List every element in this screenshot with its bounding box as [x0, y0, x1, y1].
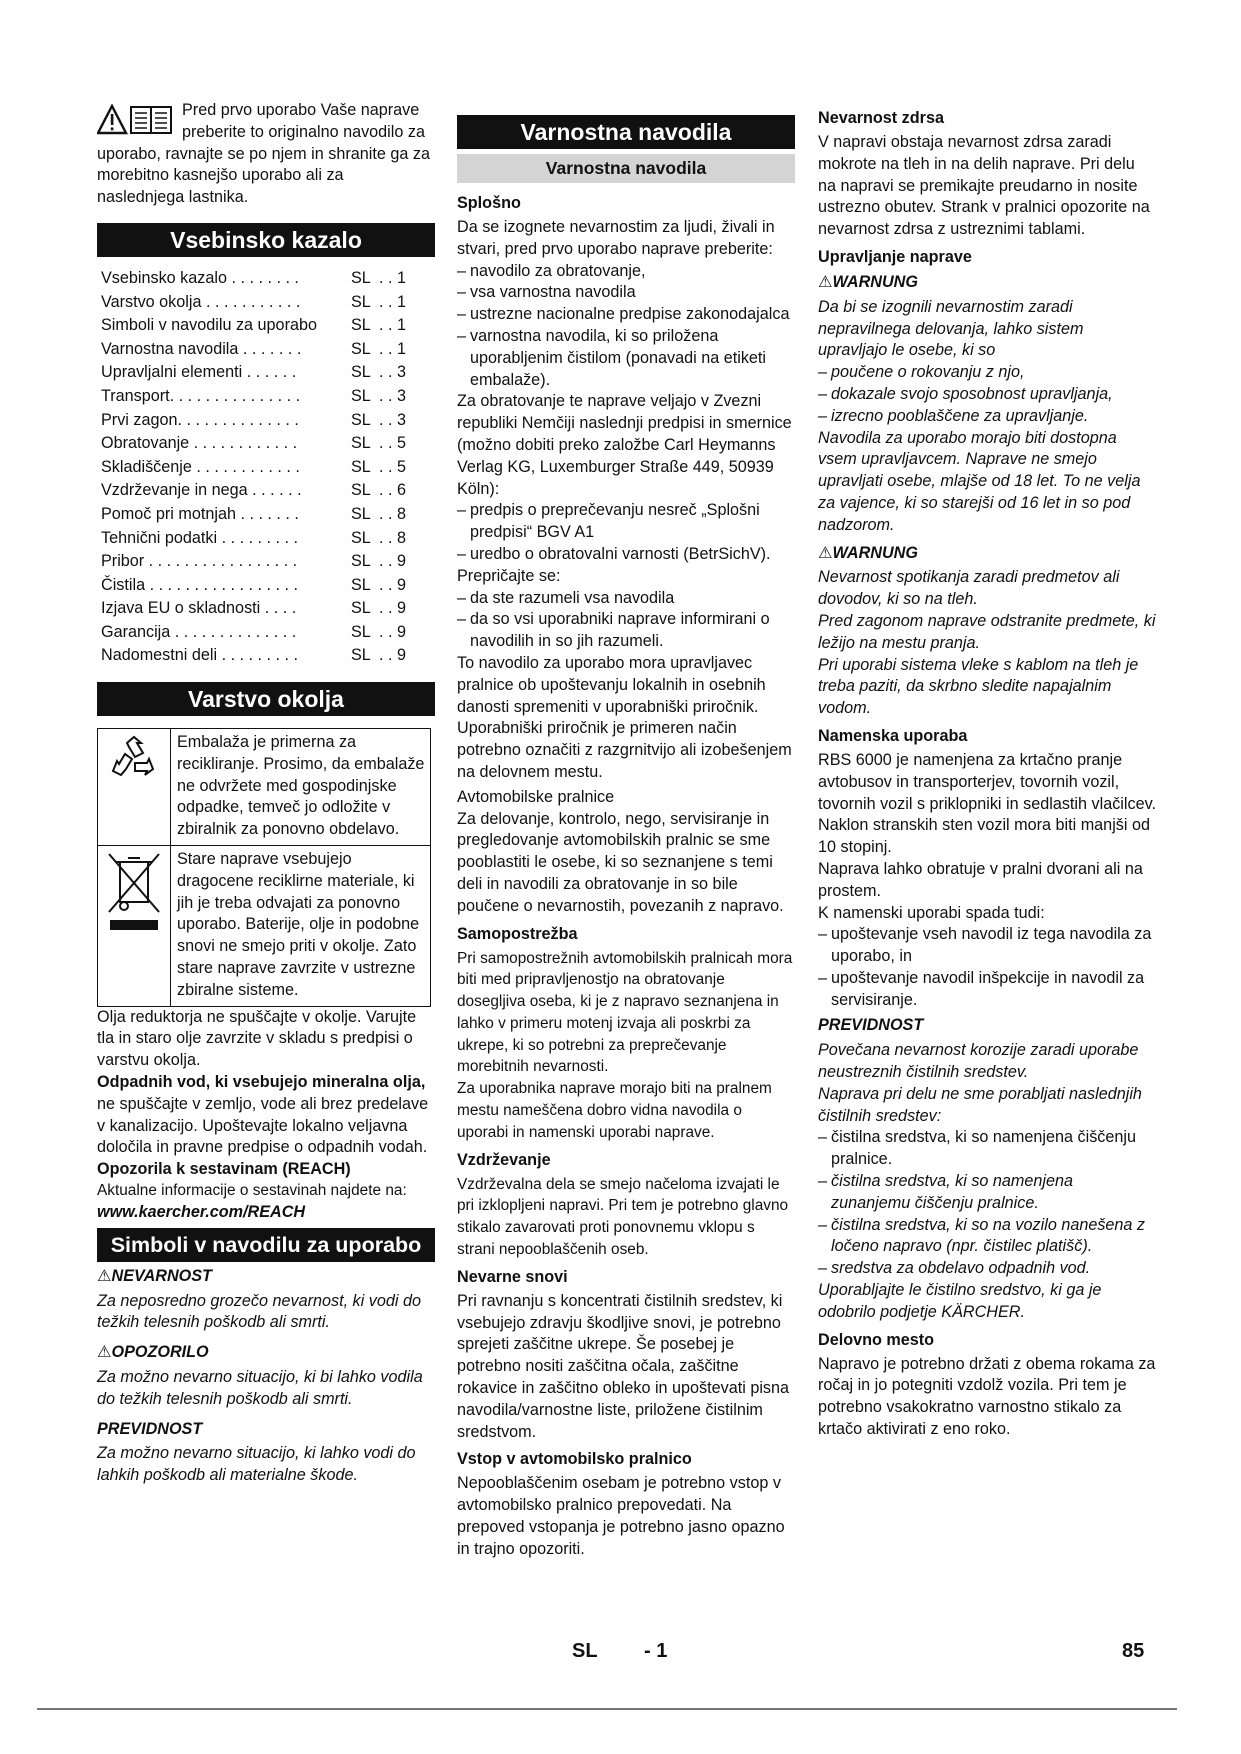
toc-entry-page: . . 3 [379, 410, 406, 429]
toc-row[interactable] [101, 597, 435, 621]
toc-entry-name: Varnostna navodila . . . . . . . [101, 339, 302, 358]
toc-row[interactable] [101, 527, 435, 551]
toc-row[interactable] [101, 338, 435, 362]
column-2 [457, 115, 795, 1561]
warning-triangle-icon: ⚠ [818, 272, 833, 291]
toc-entry-page: . . 1 [379, 292, 406, 311]
safety-title: Varnostna navodila [457, 115, 795, 149]
list-item: – ustrezne nacionalne predpise zakonodajalca [457, 304, 795, 326]
list-item: – čistilna sredstva, ki so namenjena zunanjemu čiščenju pralnice. [818, 1171, 1156, 1215]
general-title: Splošno [457, 194, 521, 212]
toc-entry-name: Garancija . . . . . . . . . . . . . . [101, 622, 297, 641]
toc-entry-page: . . 3 [379, 386, 406, 405]
toc-entry-page: . . 8 [379, 528, 406, 547]
toc-entry-lang: SL [351, 339, 371, 358]
workplace-title: Delovno mesto [818, 1330, 935, 1349]
toc-entry-name: Vzdrževanje in nega . . . . . . [101, 481, 302, 500]
danger-label: ⚠NEVARNOST [97, 1266, 212, 1285]
toc-row[interactable] [101, 409, 435, 433]
crossed-out-bin-icon [106, 852, 162, 952]
toc-entry-lang: SL [351, 363, 371, 382]
maintenance-text: Vzdrževalna dela se smejo načeloma izvajati le pri izklopljeni napravi. Pri tem je potrebno glavno stikalo zavarovati proti ponovnemu vklopu s strani nepooblaščenih oseb. [457, 1175, 789, 1259]
previdnost-list [818, 1127, 1156, 1280]
warning-manual-icon [97, 104, 176, 136]
toc-entry-lang: SL [351, 481, 371, 500]
toc-row[interactable] [101, 503, 435, 527]
footer-language: SL [572, 1640, 598, 1662]
env-recycle-text: Embalaža je primerna za recikliranje. Prosimo, da embalaže ne odvržete med gospodinjske odpadke, temveč jo odložite v zbiralnik za ponovno obdelavo. [177, 733, 425, 839]
toc-entry-page: . . 1 [379, 339, 406, 358]
toc-entry-page: . . 9 [379, 622, 406, 641]
env-row-recycle [98, 729, 430, 846]
list-item: – navodilo za obratovanje, [457, 261, 795, 283]
previdnost-text-3: Uporabljajte le čistilno sredstvo, ki ga je odobrilo podjetje KÄRCHER. [818, 1281, 1102, 1321]
toc-entry-page: . . 1 [379, 316, 406, 335]
toc-row[interactable] [101, 314, 435, 338]
toc-row[interactable] [101, 550, 435, 574]
self-service-text-2: Za uporabnika naprave morajo biti na pralnem mestu nameščena dobro vidna navodila o uporabi in namenski uporabi naprave. [457, 1080, 772, 1141]
toc-entry-lang: SL [351, 457, 371, 476]
waste-water-bold: Odpadnih vod, ki vsebujejo mineralna olja, [97, 1073, 426, 1092]
toc-row[interactable] [101, 456, 435, 480]
oil-text: Olja reduktorja ne spuščajte v okolje. Varujte tla in staro olje zavrzite v skladu s predpisi o varstvu okolja. [97, 1007, 417, 1070]
toc-entry-lang: SL [351, 622, 371, 641]
toc-entry-page: . . 9 [379, 599, 406, 618]
toc-entry-page: . . 8 [379, 504, 406, 523]
toc-entry-page: . . 5 [379, 434, 406, 453]
ensure-text: Prepričajte se: [457, 566, 561, 585]
warnung-2-label: ⚠WARNUNG [818, 543, 918, 562]
list-item: – čistilna sredstva, ki so namenjena čiščenju pralnice. [818, 1127, 1156, 1171]
germany-list [457, 500, 795, 565]
intended-use-title: Namenska uporaba [818, 726, 968, 745]
caution-label: PREVIDNOST [97, 1419, 203, 1438]
toc-entry-lang: SL [351, 292, 371, 311]
toc-entry-name: Prvi zagon. . . . . . . . . . . . . . [101, 410, 299, 429]
list-item: – da so vsi uporabniki naprave informirani o navodilih in so jih razumeli. [457, 609, 795, 653]
list-item: – predpis o preprečevanju nesreč „Splošni predpisi“ BGV A1 [457, 500, 795, 544]
toc-entry-lang: SL [351, 504, 371, 523]
warning-triangle-icon: ⚠ [818, 543, 833, 562]
footer-section-page: - 1 [644, 1640, 668, 1662]
toc-entry-lang: SL [351, 552, 371, 571]
toc-row[interactable] [101, 267, 435, 291]
toc-entry-page: . . 5 [379, 457, 406, 476]
safety-subtitle: Varnostna navodila [457, 154, 795, 183]
hazardous-text: Pri ravnanju s koncentrati čistilnih sredstev, ki vsebujejo zdravju škodljive snovi, je potrebno sprejeti zaščitne ukrepe. Še posebej je potrebno nositi zaščitna očala, zaščitne rokavice in zaščitno obleko in upoštevati pisna navodila/varnostne liste, priložene čistilnim sredstvom. [457, 1291, 790, 1441]
toc-row[interactable] [101, 361, 435, 385]
danger-text: Za neposredno grozečo nevarnost, ki vodi do težkih telesnih poškodb ali smrti. [97, 1291, 421, 1332]
entry-title: Vstop v avtomobilsko pralnico [457, 1450, 692, 1469]
list-item: – čistilna sredstva, ki so na vozilo nanešena z ločeno napravo (npr. čistilec platišč). [818, 1215, 1156, 1259]
toc-entry-name: Transport. . . . . . . . . . . . . . . [101, 386, 301, 405]
entry-text: Nepooblaščenim osebam je potrebno vstop v avtomobilsko pralnico prepovedati. Na prepoved vstopanja je potrebno jasno opazno in trajno opozoriti. [457, 1474, 785, 1558]
toc-entry-page: . . 9 [379, 575, 406, 594]
list-item: – da ste razumeli vsa navodila [457, 588, 795, 610]
toc-entry-page: . . 9 [379, 552, 406, 571]
environment-title: Varstvo okolja [97, 682, 435, 716]
list-item: – vsa varnostna navodila [457, 282, 795, 304]
manual-text: To navodilo za uporabo mora upravljavec pralnice ob upoštevanju lokalnih in osebnih danosti spremeniti v uporabniški priročnik. Uporabniški priročnik je primeren način potrebno označiti z razgrnitvijo ali izobešenjem na delovnem mestu. [457, 653, 792, 781]
germany-text: Za obratovanje te naprave veljajo v Zvezni republiki Nemčiji naslednji predpisi in smernice (možno dobiti preko založbe Carl Heymanns Verlag KG, Luxemburger Straße 449, 50939 Köln): [457, 392, 792, 498]
toc-entry-name: Obratovanje . . . . . . . . . . . . [101, 434, 298, 453]
intended-use-text-2: Naprava lahko obratuje v pralni dvorani ali na prostem. [818, 859, 1143, 900]
warnung-2-text: Nevarnost spotikanja zaradi predmetov ali dovodov, ki so na tleh. [818, 568, 1120, 609]
toc-entry-name: Pribor . . . . . . . . . . . . . . . . . [101, 552, 298, 571]
toc-entry-name: Skladiščenje . . . . . . . . . . . . [101, 457, 300, 476]
ensure-list [457, 588, 795, 653]
warning-triangle-icon: ⚠ [97, 1343, 112, 1362]
toc-entry-name: Varstvo okolja . . . . . . . . . . . [101, 292, 301, 311]
toc-entry-name: Simboli v navodilu za uporabo [101, 316, 317, 335]
previdnost-text: Povečana nevarnost korozije zaradi uporabe neustreznih čistilnih sredstev. [818, 1041, 1139, 1082]
column-1 [97, 100, 435, 1487]
general-list [457, 261, 795, 392]
reach-title: Opozorila k sestavinam (REACH) [97, 1160, 351, 1179]
hazardous-title: Nevarne snovi [457, 1267, 568, 1286]
self-service-text: Pri samopostrežnih avtomobilskih pralnicah mora biti med pripravljenostjo na obratovanje dosegljiva oseba, ki je z napravo seznanjena in lahko v primeru motenj izvaja ali poskrbi za ukrepe, ki so potrebni za preprečevanje morebitnih nevarnosti. [457, 949, 793, 1076]
warnung-1-text: Da bi se izognili nevarnostim zaradi nepravilnega delovanja, lahko sistem upravljajo le osebe, ki so [818, 297, 1084, 360]
intended-use-list [818, 924, 1156, 1011]
toc-entry-name: Vsebinsko kazalo . . . . . . . . [101, 268, 299, 287]
list-item: – upoštevanje navodil inšpekcije in navodil za servisiranje. [818, 968, 1156, 1012]
toc-entry-lang: SL [351, 599, 371, 618]
toc-entry-page: . . 3 [379, 363, 406, 382]
operate-title: Upravljanje naprave [818, 247, 972, 266]
warnung-1-text-2: Navodila za uporabo morajo biti dostopna vsem upravljavcem. Naprave ne smejo upravljati osebe, mlajše od 18 let. To ne velja za vajence, ki so starejši od 16 let in so pod nadzorom. [818, 428, 1141, 534]
warning-text: Za možno nevarno situacijo, ki bi lahko vodila do težkih telesnih poškodb ali smrti. [97, 1368, 423, 1408]
waste-water-text [97, 1072, 435, 1159]
slip-text: V napravi obstaja nevarnost zdrsa zaradi mokrote na tleh in na delih naprave. Pri delu na napravi se premikajte preudarno in nosite ustrezno obutev. Strank v pralnici opozorite na nevarnost zdrsa z ustreznimi tablami. [818, 133, 1150, 239]
toc-entry-lang: SL [351, 386, 371, 405]
warnung-2-text-3: Pri uporabi sistema vleke s kablom na tleh je treba paziti, da skrbno sledite napajalnim vodom. [818, 655, 1139, 718]
toc-row[interactable] [101, 644, 435, 668]
toc-row[interactable] [101, 385, 435, 409]
toc-entry-name: Pomoč pri motnjah . . . . . . . [101, 504, 299, 523]
toc-entry-lang: SL [351, 316, 371, 335]
toc-entry-name: Upravljalni elementi . . . . . . [101, 363, 297, 382]
self-service-title: Samopostrežba [457, 924, 578, 943]
warning-label: ⚠OPOZORILO [97, 1343, 209, 1362]
slip-title: Nevarnost zdrsa [818, 109, 944, 127]
warning-triangle-icon: ⚠ [97, 1266, 112, 1285]
toc-entry-lang: SL [351, 575, 371, 594]
env-weee-text: Stare naprave vsebujejo dragocene reciklirne materiale, ki jih je treba odvajati za ponovno uporabo. Baterije, olje in podobne snovi ne smejo priti v okolje. Zato stare naprave zavrzite v ustrezne zbiralne sisteme. [177, 850, 420, 999]
toc-title: Vsebinsko kazalo [97, 223, 435, 257]
recycle-icon [109, 735, 159, 785]
list-item: – dokazale svojo sposobnost upravljanja, [818, 384, 1156, 406]
symbols-title: Simboli v navodilu za uporabo [97, 1228, 435, 1262]
toc-entry-page: . . 6 [379, 481, 406, 500]
toc-entry-lang: SL [351, 528, 371, 547]
toc-row[interactable] [101, 621, 435, 645]
list-item: – izrecno pooblaščene za upravljanje. [818, 406, 1156, 428]
toc-row[interactable] [101, 574, 435, 598]
intro-text: Pred prvo uporabo Vaše naprave preberite to originalno navodilo za uporabo, ravnajte se po njem in shranite ga za morebitno kasnejšo uporabo ali za naslednjega lastnika. [97, 101, 430, 207]
warnung-1-list [818, 362, 1156, 427]
workplace-text: Napravo je potrebno držati z obema rokama za ročaj in jo potegniti vzdolž vozila. Pri tem je potrebno vsakokratno varnostno stikalo za krtačo aktivirati z eno roko. [818, 1354, 1156, 1439]
toc-row[interactable] [101, 291, 435, 315]
footer-page-number: 85 [1122, 1640, 1145, 1662]
toc-row[interactable] [101, 432, 435, 456]
toc-entry-page: . . 9 [379, 646, 406, 665]
warnung-2-text-2: Pred zagonom naprave odstranite predmete, ki ležijo na mestu pranja. [818, 611, 1156, 652]
toc-entry-page: . . 1 [379, 268, 406, 287]
carwash-title: Avtomobilske pralnice [457, 787, 615, 806]
toc-entry-name: Tehnični podatki . . . . . . . . . [101, 528, 299, 547]
intro [97, 100, 435, 209]
list-item: – upoštevanje vseh navodil iz tega navodila za uporabo, in [818, 924, 1156, 968]
reach-url[interactable]: www.kaercher.com/REACH [97, 1203, 306, 1222]
reach-text: Aktualne informacije o sestavinah najdete na: [97, 1182, 407, 1200]
list-item: – poučene o rokovanju z njo, [818, 362, 1156, 384]
column-3 [818, 108, 1156, 1441]
general-text: Da se izognete nevarnostim za ljudi, živali in stvari, pred prvo uporabo naprave preberite: [457, 218, 775, 258]
previdnost-text-2: Naprava pri delu ne sme porabljati naslednjih čistilnih sredstev: [818, 1084, 1142, 1125]
previdnost-label: PREVIDNOST [818, 1016, 924, 1035]
env-row-weee [98, 846, 430, 1006]
environment-table [97, 728, 431, 1007]
list-item: – sredstva za obdelavo odpadnih vod. [818, 1258, 1156, 1280]
carwash-text: Za delovanje, kontrolo, nego, servisiranje in pregledovanje avtomobilskih pralnic se sme pooblastiti le osebe, ki so seznanjene s temi deli in navodili za obratovanje in so bile poučene o nevarnostih, povezanih z napravo. [457, 809, 784, 915]
warnung-1-label: ⚠WARNUNG [818, 272, 918, 291]
toc-entry-name: Nadomestni deli . . . . . . . . . [101, 646, 299, 665]
toc-entry-name: Izjava EU o skladnosti . . . . [101, 599, 297, 618]
toc-entry-lang: SL [351, 410, 371, 429]
maintenance-title: Vzdrževanje [457, 1150, 551, 1169]
toc-entry-lang: SL [351, 646, 371, 665]
intended-use-text: RBS 6000 je namenjena za krtačno pranje avtobusov in transporterjev, tovornih vozil, tovornih vozil s priklopniki in sedlastih vlačilcev. Naklon stranskih sten vozil mora biti manjši od 10 stopinj. [818, 750, 1156, 857]
intended-use-text-3: K namenski uporabi spada tudi: [818, 903, 1045, 922]
toc-row[interactable] [101, 479, 435, 503]
toc-entry-lang: SL [351, 268, 371, 287]
list-item: – uredbo o obratovalni varnosti (BetrSichV). [457, 544, 795, 566]
waste-water-rest: ne spuščajte v zemljo, vode ali brez predelave v kanalizacijo. Upoštevajte lokalno veljavna določila in pravne predpise o odpadnih vodah. [97, 1094, 429, 1157]
toc-entry-name: Čistila . . . . . . . . . . . . . . . . . [101, 575, 298, 594]
footer-divider [37, 1708, 1177, 1710]
list-item: – varnostna navodila, ki so priložena uporabljenim čistilom (ponavadi na etiketi embalaže). [457, 326, 795, 391]
caution-text: Za možno nevarno situacijo, ki lahko vodi do lahkih poškodb ali materialne škode. [97, 1444, 416, 1485]
table-of-contents [101, 267, 435, 668]
toc-entry-lang: SL [351, 434, 371, 453]
